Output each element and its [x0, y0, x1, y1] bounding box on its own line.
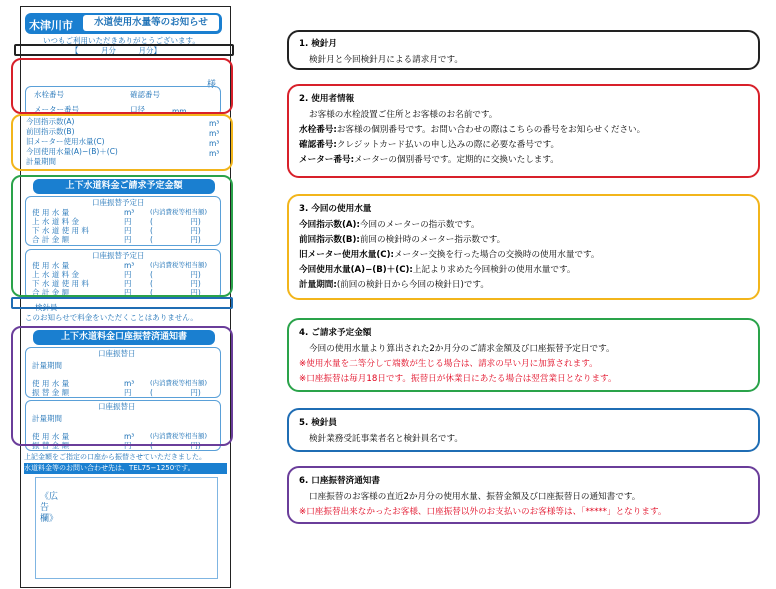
notify2-amount-label: 振 替 金 額: [32, 441, 70, 450]
info2-line-2: [299, 123, 748, 138]
charge1-total-note: ( 円): [150, 235, 201, 244]
mm-label: mm: [172, 107, 187, 116]
reading-row-c: 旧メーター使用水量(C): [26, 137, 105, 146]
info5-title: 5. 検針員: [299, 418, 338, 428]
charge2-sewer-note: ( 円): [150, 279, 201, 288]
contact-bar: 水道料金等のお問い合わせ先は、TEL75−1250です。: [24, 463, 227, 474]
debited-date-label-2: 口座振替日: [98, 402, 136, 411]
charge2-water-label: 上 水 道 料 金: [32, 270, 80, 279]
info3-line-4: [299, 263, 748, 278]
info3-line-2-desc: 前回の検針時のメーター指示数です。: [359, 235, 506, 245]
notify1-amount-unit: 円: [124, 388, 132, 397]
notify2-amount-unit: 円: [124, 441, 132, 450]
info1-line: 検針月と今回検針月による請求月です。: [309, 55, 464, 65]
info6-note: ※口座振替出来なかったお客様、口座振替以外のお支払いのお客様等は、「*****」となります。: [299, 507, 667, 517]
notify1-period-label: 計量期間: [32, 361, 62, 370]
charge1-usage-note: (内消費税等相当額): [150, 208, 208, 216]
info4-note-1: ※使用水量を二等分して端数が生じる場合は、請求の早い月に加算されます。: [299, 359, 598, 369]
debit-date-label-2: 口座振替予定日: [92, 251, 145, 260]
info3-line-4-term: 今回使用水量(A)−(B)＋(C):: [299, 265, 413, 275]
charge1-sewer-unit: 円: [124, 226, 132, 235]
period-label: 計量期間: [26, 157, 56, 166]
confirm-no-label: 確認番号: [130, 90, 160, 99]
charge1-sewer-label: 下 水 道 使 用 料: [32, 226, 89, 235]
highlight-box-5: [11, 297, 233, 309]
charge1-total-unit: 円: [124, 235, 132, 244]
debit-date-label-1: 口座振替予定日: [92, 198, 145, 207]
info2-line-4: [299, 153, 748, 168]
charge2-sewer-label: 下 水 道 使 用 料: [32, 279, 89, 288]
charge1-total-label: 合 計 金 額: [32, 235, 70, 244]
info3-line-1-desc: 今回のメーターの指示数です。: [359, 220, 480, 230]
info3-line-1-term: 今回指示数(A):: [299, 220, 360, 230]
info3-line-5-desc: (前回の検針日から今回の検針日)です。: [336, 280, 489, 290]
notify2-amount-note: ( 円): [150, 441, 201, 450]
reading-row-a: 今回指示数(A): [26, 117, 75, 126]
notify1-usage-label: 使 用 水 量: [32, 379, 70, 388]
charge1-sewer-note: ( 円): [150, 226, 201, 235]
notify2-period-label: 計量期間: [32, 414, 62, 423]
notify2-usage-label: 使 用 水 量: [32, 432, 70, 441]
info1-title: 1. 検針月: [299, 39, 338, 49]
highlight-box-4: [11, 175, 233, 297]
receipt-title: 水道使用水量等のお知らせ: [83, 15, 219, 31]
info5-line: 検針業務受託事業者名と検針員名です。: [309, 434, 464, 444]
thanks-text: いつもご利用いただきありがとうございます。: [43, 36, 200, 45]
caliber-label: 口径: [130, 105, 145, 114]
reading-row-b: 前回指示数(B): [26, 127, 75, 136]
info2-title: 2. 使用者情報: [299, 94, 355, 104]
info3-line-2: [299, 233, 748, 248]
info3-title: 3. 今回の使用水量: [299, 204, 372, 214]
info2-line-4-term: メーター番号:: [299, 155, 354, 165]
info6-title: 6. 口座振替済通知書: [299, 476, 380, 486]
charge2-total-note: ( 円): [150, 288, 201, 297]
reading-unit-b: m³: [209, 129, 220, 138]
city-name: 木津川市: [29, 19, 73, 32]
info3-line-3-term: 旧メーター使用水量(C):: [299, 250, 394, 260]
meter-serial-label: メーター番号: [34, 105, 79, 114]
info6-line-1: 口座振替のお客様の直近2か月分の使用水量、振替金額及び口座振替日の通知書です。: [309, 492, 641, 502]
meter-no-label: 水栓番号: [34, 90, 64, 99]
charge1-water-note: ( 円): [150, 217, 201, 226]
info3-line-5: [299, 278, 748, 293]
highlight-box-3: [11, 114, 233, 171]
sama-text: 様: [207, 80, 217, 90]
charge2-water-unit: 円: [124, 270, 132, 279]
reading-unit-c: m³: [209, 139, 220, 148]
info3-line-3-desc: メーター交換を行った場合の交換時の使用水量です。: [393, 250, 600, 260]
stop-notice: このお知らせで料金をいただくことはありません。: [25, 313, 198, 322]
month-bracket: 【 月分 月分】: [71, 46, 161, 55]
info4-line-1: 今回の使用水量より算出された2か月分のご請求金額及び口座振替予定日です。: [309, 344, 615, 354]
info-box-3: [287, 194, 760, 300]
highlight-box-1: [14, 44, 234, 56]
charge1-usage-unit: m³: [124, 208, 135, 217]
info3-line-5-term: 計量期間:: [299, 280, 337, 290]
info-box-2: [287, 84, 760, 178]
reading-unit-a: m³: [209, 119, 220, 128]
charge2-total-unit: 円: [124, 288, 132, 297]
notify2-usage-note: (内消費税等相当額): [150, 432, 208, 440]
charge1-usage-label: 使 用 水 量: [32, 208, 70, 217]
charge2-usage-label: 使 用 水 量: [32, 261, 70, 270]
info4-note-2: ※口座振替は毎月18日です。振替日が休業日にあたる場合は翌営業日となります。: [299, 374, 617, 384]
charge1-water-unit: 円: [124, 217, 132, 226]
charge2-usage-note: (内消費税等相当額): [150, 261, 208, 269]
info2-line-1: お客様の水栓設置ご住所とお客様のお名前です。: [309, 110, 498, 120]
notify1-amount-note: ( 円): [150, 388, 201, 397]
debited-date-label-1: 口座振替日: [98, 349, 136, 358]
notify1-usage-unit: m³: [124, 379, 135, 388]
reading-row-total: 今回使用水量(A)−(B)＋(C): [26, 147, 118, 156]
info4-title: 4. ご請求予定金額: [299, 328, 372, 338]
info3-line-1: [299, 218, 748, 233]
info2-line-3: [299, 138, 748, 153]
charge2-total-label: 合 計 金 額: [32, 288, 70, 297]
notify-header: 上下水道料金口座振替済通知書: [33, 330, 215, 345]
info2-line-2-desc: お客様の個別番号です。お問い合わせの際はこちらの番号をお知らせください。: [336, 125, 646, 135]
ad-area: [35, 477, 218, 579]
info3-line-3: [299, 248, 748, 263]
receipt-title-bar: [25, 13, 222, 34]
highlight-box-6: [11, 326, 233, 446]
notify2-usage-unit: m³: [124, 432, 135, 441]
charge2-sewer-unit: 円: [124, 279, 132, 288]
charge1-water-label: 上 水 道 料 金: [32, 217, 80, 226]
info-box-6: [287, 466, 760, 524]
info2-line-4-desc: メーターの個別番号です。定期的に交換いたします。: [354, 155, 559, 165]
ad-label: 《広告欄》: [40, 492, 59, 524]
notify1-usage-note: (内消費税等相当額): [150, 379, 208, 387]
notify1-amount-label: 振 替 金 額: [32, 388, 70, 397]
info-box-4: [287, 318, 760, 392]
info-box-5: [287, 408, 760, 452]
info2-line-3-term: 確認番号:: [299, 140, 337, 150]
info3-line-2-term: 前回指示数(B):: [299, 235, 360, 245]
charge2-water-note: ( 円): [150, 270, 201, 279]
info-box-1: [287, 30, 760, 70]
info2-line-3-desc: クレジットカード払いの申し込みの際に必要な番号です。: [336, 140, 560, 150]
charge2-usage-unit: m³: [124, 261, 135, 270]
info3-line-4-desc: 上記より求めた今回検針の使用水量です。: [412, 265, 576, 275]
debit-done-notice: 上記金額をご指定の口座から振替させていただきました。: [24, 453, 206, 461]
inspector-label: 検針員: [35, 303, 58, 312]
highlight-box-2: [11, 58, 233, 114]
reading-unit-total: m³: [209, 149, 220, 158]
charge-header: 上下水道料金ご請求予定金額: [33, 179, 215, 194]
info2-line-2-term: 水栓番号:: [299, 125, 337, 135]
